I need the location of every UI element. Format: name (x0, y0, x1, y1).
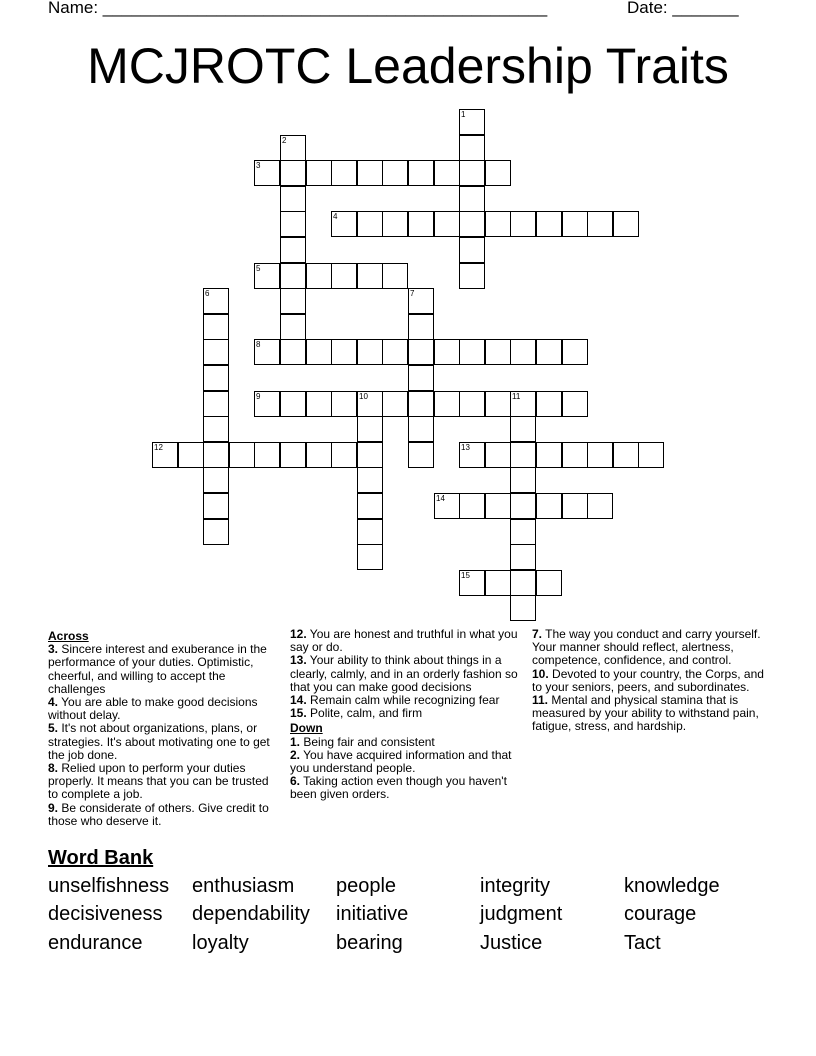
crossword-cell[interactable] (203, 365, 229, 391)
crossword-cell[interactable] (562, 211, 588, 237)
crossword-cell[interactable] (357, 416, 383, 442)
clue-number: 14 (436, 494, 445, 503)
clue-across-14: 14. Remain calm while recognizing fear (290, 693, 500, 708)
crossword-cell[interactable] (536, 442, 562, 468)
clue-down-11: 11. Mental and physical stamina that is measured by your ability to withstand pain, fatigue, stress, and hardship. (532, 693, 759, 734)
crossword-cell[interactable] (254, 263, 280, 289)
crossword-cell[interactable] (485, 493, 511, 519)
clue-number: 10 (359, 392, 368, 401)
crossword-cell[interactable] (306, 442, 332, 468)
crossword-cell[interactable] (229, 442, 255, 468)
crossword-cell[interactable] (562, 493, 588, 519)
name-date-line (48, 0, 748, 20)
clue-number: 13 (461, 443, 470, 452)
crossword-cell[interactable] (459, 263, 485, 289)
crossword-cell[interactable] (434, 211, 460, 237)
crossword-cell[interactable] (203, 467, 229, 493)
clue-across-4: 4. You are able to make good decisions without delay. (48, 695, 258, 723)
crossword-cell[interactable] (357, 493, 383, 519)
crossword-cell[interactable] (357, 391, 383, 417)
crossword-cell[interactable] (280, 442, 306, 468)
crossword-cell[interactable] (613, 442, 639, 468)
crossword-cell[interactable] (357, 467, 383, 493)
crossword-cell[interactable] (178, 442, 204, 468)
crossword-cell[interactable] (306, 160, 332, 186)
crossword-cell[interactable] (152, 442, 178, 468)
clue-number: 8 (256, 340, 261, 349)
crossword-cell[interactable] (485, 211, 511, 237)
crossword-cell[interactable] (510, 391, 536, 417)
crossword-cell[interactable] (562, 339, 588, 365)
crossword-cell[interactable] (203, 442, 229, 468)
crossword-cell[interactable] (203, 493, 229, 519)
crossword-cell[interactable] (203, 519, 229, 545)
clue-number: 9 (256, 392, 261, 401)
crossword-cell[interactable] (459, 160, 485, 186)
crossword-cell[interactable] (254, 160, 280, 186)
crossword-cell[interactable] (408, 160, 434, 186)
crossword-cell[interactable] (203, 391, 229, 417)
crossword-cell[interactable] (536, 339, 562, 365)
crossword-cell[interactable] (408, 442, 434, 468)
crossword-cell[interactable] (587, 211, 613, 237)
word-bank-word: bearing (336, 932, 403, 954)
word-bank-word: unselfishness (48, 875, 170, 897)
page-title: MCJROTC Leadership Traits (87, 38, 729, 94)
word-bank-word: Tact (624, 932, 661, 954)
crossword-cell[interactable] (536, 493, 562, 519)
crossword-cell[interactable] (203, 339, 229, 365)
crossword-cell[interactable] (306, 339, 332, 365)
crossword-cell[interactable] (510, 442, 536, 468)
word-bank-word: knowledge (624, 875, 720, 897)
clue-across-12: 12. You are honest and truthful in what you say or do. (290, 627, 518, 655)
crossword-cell[interactable] (382, 263, 408, 289)
clues-column-2 (290, 628, 520, 802)
word-bank-word: courage (624, 903, 697, 925)
clue-number: 6 (205, 289, 210, 298)
crossword-cell[interactable] (587, 493, 613, 519)
clue-across-5: 5. It's not about organizations, plans, or strategies. It's about motivating one to get the job done. (48, 721, 270, 762)
crossword-cell[interactable] (254, 339, 280, 365)
crossword-cell[interactable] (434, 493, 460, 519)
crossword-cell[interactable] (331, 339, 357, 365)
word-bank-word: endurance (48, 932, 143, 954)
crossword-cell[interactable] (203, 416, 229, 442)
crossword-cell[interactable] (459, 391, 485, 417)
crossword-cell[interactable] (408, 288, 434, 314)
crossword-cell[interactable] (357, 339, 383, 365)
crossword-cell[interactable] (536, 570, 562, 596)
crossword-cell[interactable] (280, 339, 306, 365)
crossword-cell[interactable] (485, 570, 511, 596)
crossword-cell[interactable] (459, 570, 485, 596)
crossword-cell[interactable] (459, 109, 485, 135)
crossword-cell[interactable] (562, 391, 588, 417)
crossword-cell[interactable] (408, 314, 434, 340)
crossword-cell[interactable] (331, 211, 357, 237)
clue-down-6: 6. Taking action even though you haven't been given orders. (290, 774, 507, 802)
clue-number: 15 (461, 571, 470, 580)
word-bank-word: enthusiasm (192, 875, 295, 897)
word-bank-word: integrity (480, 875, 551, 897)
crossword-cell[interactable] (459, 186, 485, 212)
crossword-cell[interactable] (382, 160, 408, 186)
crossword-cell[interactable] (280, 288, 306, 314)
clue-number: 11 (512, 392, 521, 401)
crossword-cell[interactable] (510, 595, 536, 621)
crossword-cell[interactable] (280, 314, 306, 340)
clue-number: 3 (256, 161, 261, 170)
crossword-cell[interactable] (459, 339, 485, 365)
crossword-cell[interactable] (459, 493, 485, 519)
crossword-cell[interactable] (408, 365, 434, 391)
crossword-cell[interactable] (510, 519, 536, 545)
crossword-cell[interactable] (562, 442, 588, 468)
crossword-cell[interactable] (638, 442, 664, 468)
clue-down-2: 2. You have acquired information and that you understand people. (290, 747, 512, 776)
crossword-cell[interactable] (382, 211, 408, 237)
crossword-cell[interactable] (408, 339, 434, 365)
clue-number: 4 (333, 212, 338, 221)
clue-down-10: 10. Devoted to your country, the Corps, and to your seniors, peers, and subordinates. (532, 666, 764, 694)
clue-number: 1 (461, 110, 466, 119)
word-bank-word: people (336, 875, 397, 897)
crossword-cell[interactable] (382, 339, 408, 365)
crossword-cell[interactable] (280, 391, 306, 417)
crossword-cell[interactable] (331, 442, 357, 468)
crossword-cell[interactable] (254, 391, 280, 417)
crossword-cell[interactable] (459, 237, 485, 263)
crossword-cell[interactable] (331, 391, 357, 417)
crossword-cell[interactable] (280, 186, 306, 212)
name-field-label[interactable]: Name: _______________________________________________ (48, 0, 548, 17)
crossword-cell[interactable] (613, 211, 639, 237)
crossword-cell[interactable] (485, 160, 511, 186)
crossword-cell[interactable] (254, 442, 280, 468)
date-field-label[interactable]: Date: _______ (627, 0, 739, 17)
clue-number: 7 (410, 289, 415, 298)
crossword-cell[interactable] (408, 391, 434, 417)
crossword-cell[interactable] (357, 211, 383, 237)
clue-down-1: 1. Being fair and consistent (290, 734, 435, 749)
crossword-cell[interactable] (357, 160, 383, 186)
clue-across-13: 13. Your ability to think about things in a clearly, calmly, and in an orderly fashion so that you can make good decisions (290, 653, 518, 694)
crossword-cell[interactable] (485, 442, 511, 468)
crossword-cell[interactable] (280, 211, 306, 237)
crossword-cell[interactable] (485, 339, 511, 365)
crossword-cell[interactable] (357, 544, 383, 570)
word-bank-word: dependability (192, 903, 310, 925)
crossword-cell[interactable] (306, 263, 332, 289)
across-heading: Across (48, 629, 89, 643)
word-bank-word: initiative (336, 903, 409, 925)
clues-column-3 (532, 628, 768, 734)
crossword-cell[interactable] (510, 416, 536, 442)
clue-across-9: 9. Be considerate of others. Give credit to those who deserve it. (48, 800, 269, 828)
clue-across-3: 3. Sincere interest and exuberance in the performance of your duties. Optimistic, cheerful, and willing to accept the challenges (48, 642, 267, 696)
word-bank-word: loyalty (192, 932, 249, 954)
crossword-cell[interactable] (357, 442, 383, 468)
crossword-cell[interactable] (510, 467, 536, 493)
word-bank-title: Word Bank (48, 847, 154, 869)
clue-across-15: 15. Polite, calm, and firm (290, 706, 423, 721)
crossword-cell[interactable] (510, 544, 536, 570)
clue-across-8: 8. Relied upon to perform your duties properly. It means that you can be trusted to complete a job. (48, 761, 269, 802)
crossword-cell[interactable] (408, 211, 434, 237)
crossword-cell[interactable] (357, 519, 383, 545)
crossword-cell[interactable] (434, 391, 460, 417)
crossword-cell[interactable] (510, 493, 536, 519)
crossword-cell[interactable] (357, 263, 383, 289)
crossword-cell[interactable] (587, 442, 613, 468)
crossword-cell[interactable] (459, 135, 485, 161)
word-bank-word: judgment (480, 903, 563, 925)
crossword-cell[interactable] (510, 211, 536, 237)
crossword-cell[interactable] (408, 416, 434, 442)
crossword-cell[interactable] (203, 314, 229, 340)
crossword-cell[interactable] (459, 211, 485, 237)
clues-column-1 (48, 628, 274, 828)
crossword-cell[interactable] (510, 570, 536, 596)
crossword-cell[interactable] (280, 135, 306, 161)
crossword-cell[interactable] (382, 391, 408, 417)
crossword-cell[interactable] (510, 339, 536, 365)
crossword-cell[interactable] (280, 263, 306, 289)
crossword-cell[interactable] (331, 263, 357, 289)
clue-down-7: 7. The way you conduct and carry yourself. Your manner should reflect, alertness, competence, confidence, and control. (532, 627, 761, 668)
crossword-cell[interactable] (459, 442, 485, 468)
crossword-cell[interactable] (536, 391, 562, 417)
crossword-cell[interactable] (280, 160, 306, 186)
crossword-cell[interactable] (203, 288, 229, 314)
clue-number: 5 (256, 264, 261, 273)
word-bank-word: decisiveness (48, 903, 163, 925)
crossword-cell[interactable] (306, 391, 332, 417)
word-bank-word: Justice (480, 932, 543, 954)
crossword-cell[interactable] (485, 391, 511, 417)
down-heading: Down (290, 721, 323, 736)
crossword-cell[interactable] (331, 160, 357, 186)
clue-number: 2 (282, 136, 287, 145)
crossword-cell[interactable] (280, 237, 306, 263)
crossword-cell[interactable] (434, 160, 460, 186)
clue-number: 12 (154, 443, 163, 452)
crossword-cell[interactable] (536, 211, 562, 237)
crossword-cell[interactable] (434, 339, 460, 365)
